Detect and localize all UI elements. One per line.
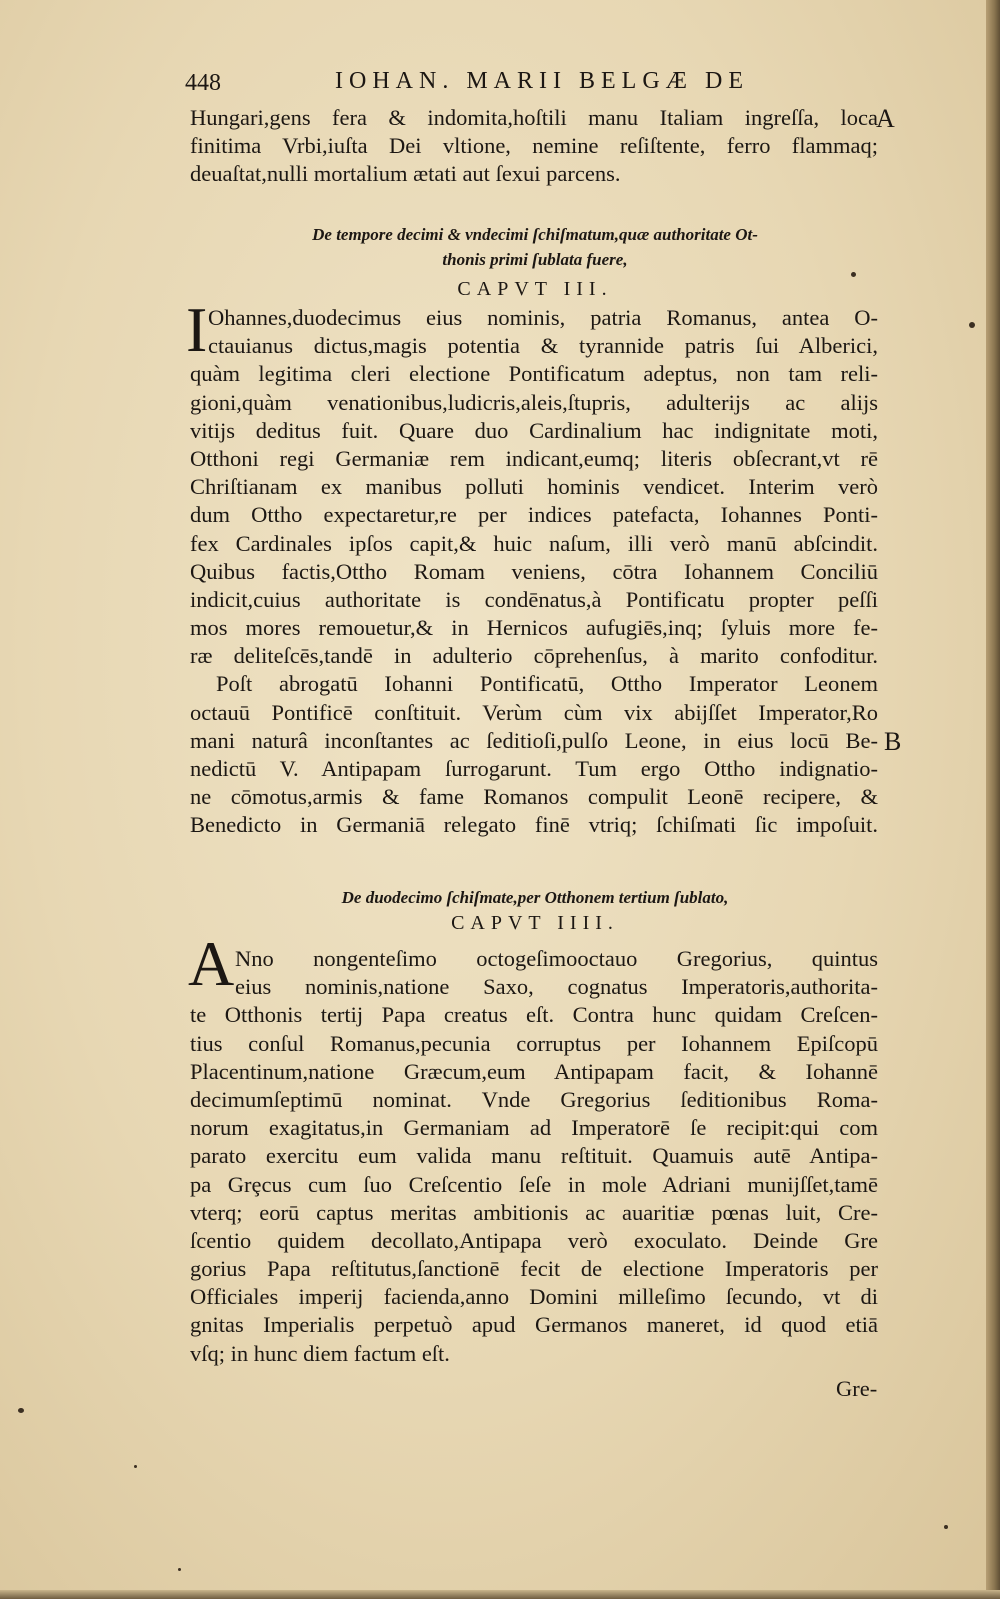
text-line: Chriſtianam ex manibus polluti hominis vendicet. Interim verò [190, 474, 878, 500]
text-line: gorius Papa reſtitutus,ſanctionē fecit de electione Imperatoris per [190, 1256, 878, 1282]
text-line: Officiales imperij facienda,anno Domini milleſimo ſecundo, vt di [190, 1284, 878, 1310]
chapter-4-heading [185, 885, 885, 910]
page-header [185, 66, 805, 102]
chapter-3-heading [185, 222, 885, 272]
text-line: eius nominis,natione Saxo, cognatus Imperatoris,authorita- [235, 974, 878, 1000]
catchword: Gre- [836, 1376, 878, 1401]
heading-line: De duodecimo ſchiſmate,per Otthonem tertium ſublato, [341, 888, 729, 907]
text-line: ne cōmotus,armis & fame Romanos compulit Leonē recipere, & [190, 784, 878, 810]
drop-cap-a: A [188, 928, 235, 999]
text-line: decimumſeptimū nominat. Vnde Gregorius ſeditionibus Roma- [190, 1086, 878, 1112]
text-line: tius conſul Romanus,pecunia corruptus per Iohannem Epiſcopū [190, 1030, 878, 1056]
text-line: indicit,cuius authoritate is condēnatus,à Pontificatu propter peſſi [190, 586, 878, 612]
ink-speck [18, 1408, 24, 1413]
page-edge [986, 0, 1000, 1599]
text-line: Otthoni regi Germaniæ rem indicant,eumq; literis obſecrant,vt rē [190, 445, 878, 471]
text-line: mos mores remouetur,& in Hernicos aufugiēs,inq; ſyluis more fe- [190, 615, 878, 641]
text-line: fex Cardinales ipſos capit,& huic naſum, illi verò manū abſcindit. [190, 530, 878, 556]
intro-paragraph [190, 104, 878, 189]
chapter-4-caput: CAPVT IIII. [451, 912, 619, 934]
ink-speck [851, 272, 856, 277]
text-line: Quibus factis,Ottho Romam veniens, cōtra Iohannem Conciliū [190, 558, 878, 584]
chapter-3-caput: CAPVT III. [457, 278, 613, 300]
ink-speck [969, 322, 975, 328]
text-line: Ohannes,duodecimus eius nominis, patria Romanus, antea O- [208, 305, 878, 330]
page-bottom-edge [0, 1590, 1000, 1599]
ink-speck [134, 1465, 137, 1468]
margin-letter-b: B [884, 727, 902, 756]
text-line: te Otthonis tertij Papa creatus eſt. Contra hunc quidam Creſcen- [190, 1002, 878, 1028]
text-line: vſq; in hunc diem factum eſt. [190, 1340, 450, 1366]
text-line: Nno nongenteſimo octogeſimooctauo Gregorius, quintus [235, 946, 878, 971]
heading-line: De tempore decimi & vndecimi ſchiſmatum,quæ authoritate Ot- [312, 225, 758, 244]
text-line: pa Grȩcus cum ſuo Creſcentio ſeſe in mole Adriani munijſſet,tamē [190, 1171, 878, 1197]
text-line: finitima Vrbi,iuſta Dei vltione, nemine reſiſtente, ferro flammaq; [190, 133, 878, 159]
text-line: vitijs deditus fuit. Quare duo Cardinalium hac indignitate moti, [190, 417, 878, 443]
drop-cap-i: I [186, 294, 208, 365]
text-line: norum exagitatus,in Germaniam ad Imperatorē ſe recipit:qui com [190, 1115, 878, 1141]
text-line: octauū Pontificē conſtituit. Verùm cùm vix abijſſet Imperator,Ro [190, 699, 878, 725]
text-line: dum Ottho expectaretur,re per indices patefacta, Iohannes Ponti- [190, 502, 878, 528]
running-title: IOHAN. MARII BELGÆ DE [335, 68, 749, 94]
text-line: parato exercitu eum valida manu reſtituit. Quamuis autē Antipa- [190, 1143, 878, 1169]
text-line: Benedicto in Germaniā relegato finē vtriq; ſchiſmati ſic impoſuit. [190, 812, 878, 838]
ink-speck [944, 1525, 948, 1529]
text-line: mani naturâ inconſtantes ac ſeditioſi,pulſo Leone, in eius locū Be- [190, 727, 878, 753]
page-number: 448 [185, 70, 221, 96]
text-line: Placentinum,natione Græcum,eum Antipapam facit, & Iohannē [190, 1058, 878, 1084]
chapter-3-text [190, 304, 878, 840]
text-line: nedictū V. Antipapam ſurrogarunt. Tum ergo Ottho indignatio- [190, 756, 878, 781]
text-line: ſcentio quidem decollato,Antipapa verò exoculato. Deinde Gre [190, 1227, 878, 1253]
text-line: ræ deliteſcēs,tandē in adulterio cōprehenſus, à marito confoditur. [190, 643, 878, 669]
chapter-4-text [190, 945, 878, 1368]
text-line: vterq; eorū captus meritas ambitionis ac auaritiæ pœnas luit, Cre- [190, 1199, 878, 1225]
text-line: Hungari,gens fera & indomita,hoſtili manu Italiam ingreſſa, loca [190, 105, 878, 130]
text-line: gioni,quàm venationibus,ludicris,aleis,ſtupris, adulterijs ac alijs [190, 389, 878, 415]
margin-letter-a: A [876, 104, 895, 133]
text-line: deuaſtat,nulli mortalium ætati aut ſexui parcens. [190, 161, 621, 187]
heading-line: thonis primi ſublata fuere, [442, 250, 628, 269]
text-line: gnitas Imperialis perpetuò apud Germanos maneret, id quod etiā [190, 1312, 878, 1338]
ink-speck [178, 1568, 181, 1571]
text-line: quàm legitima cleri electione Pontificatum adeptus, non tam reli- [190, 361, 878, 387]
text-line: Poſt abrogatū Iohanni Pontificatū, Ottho Imperator Leonem [216, 671, 878, 697]
text-line: ctauianus dictus,magis potentia & tyrannide patris ſui Alberici, [208, 333, 878, 359]
